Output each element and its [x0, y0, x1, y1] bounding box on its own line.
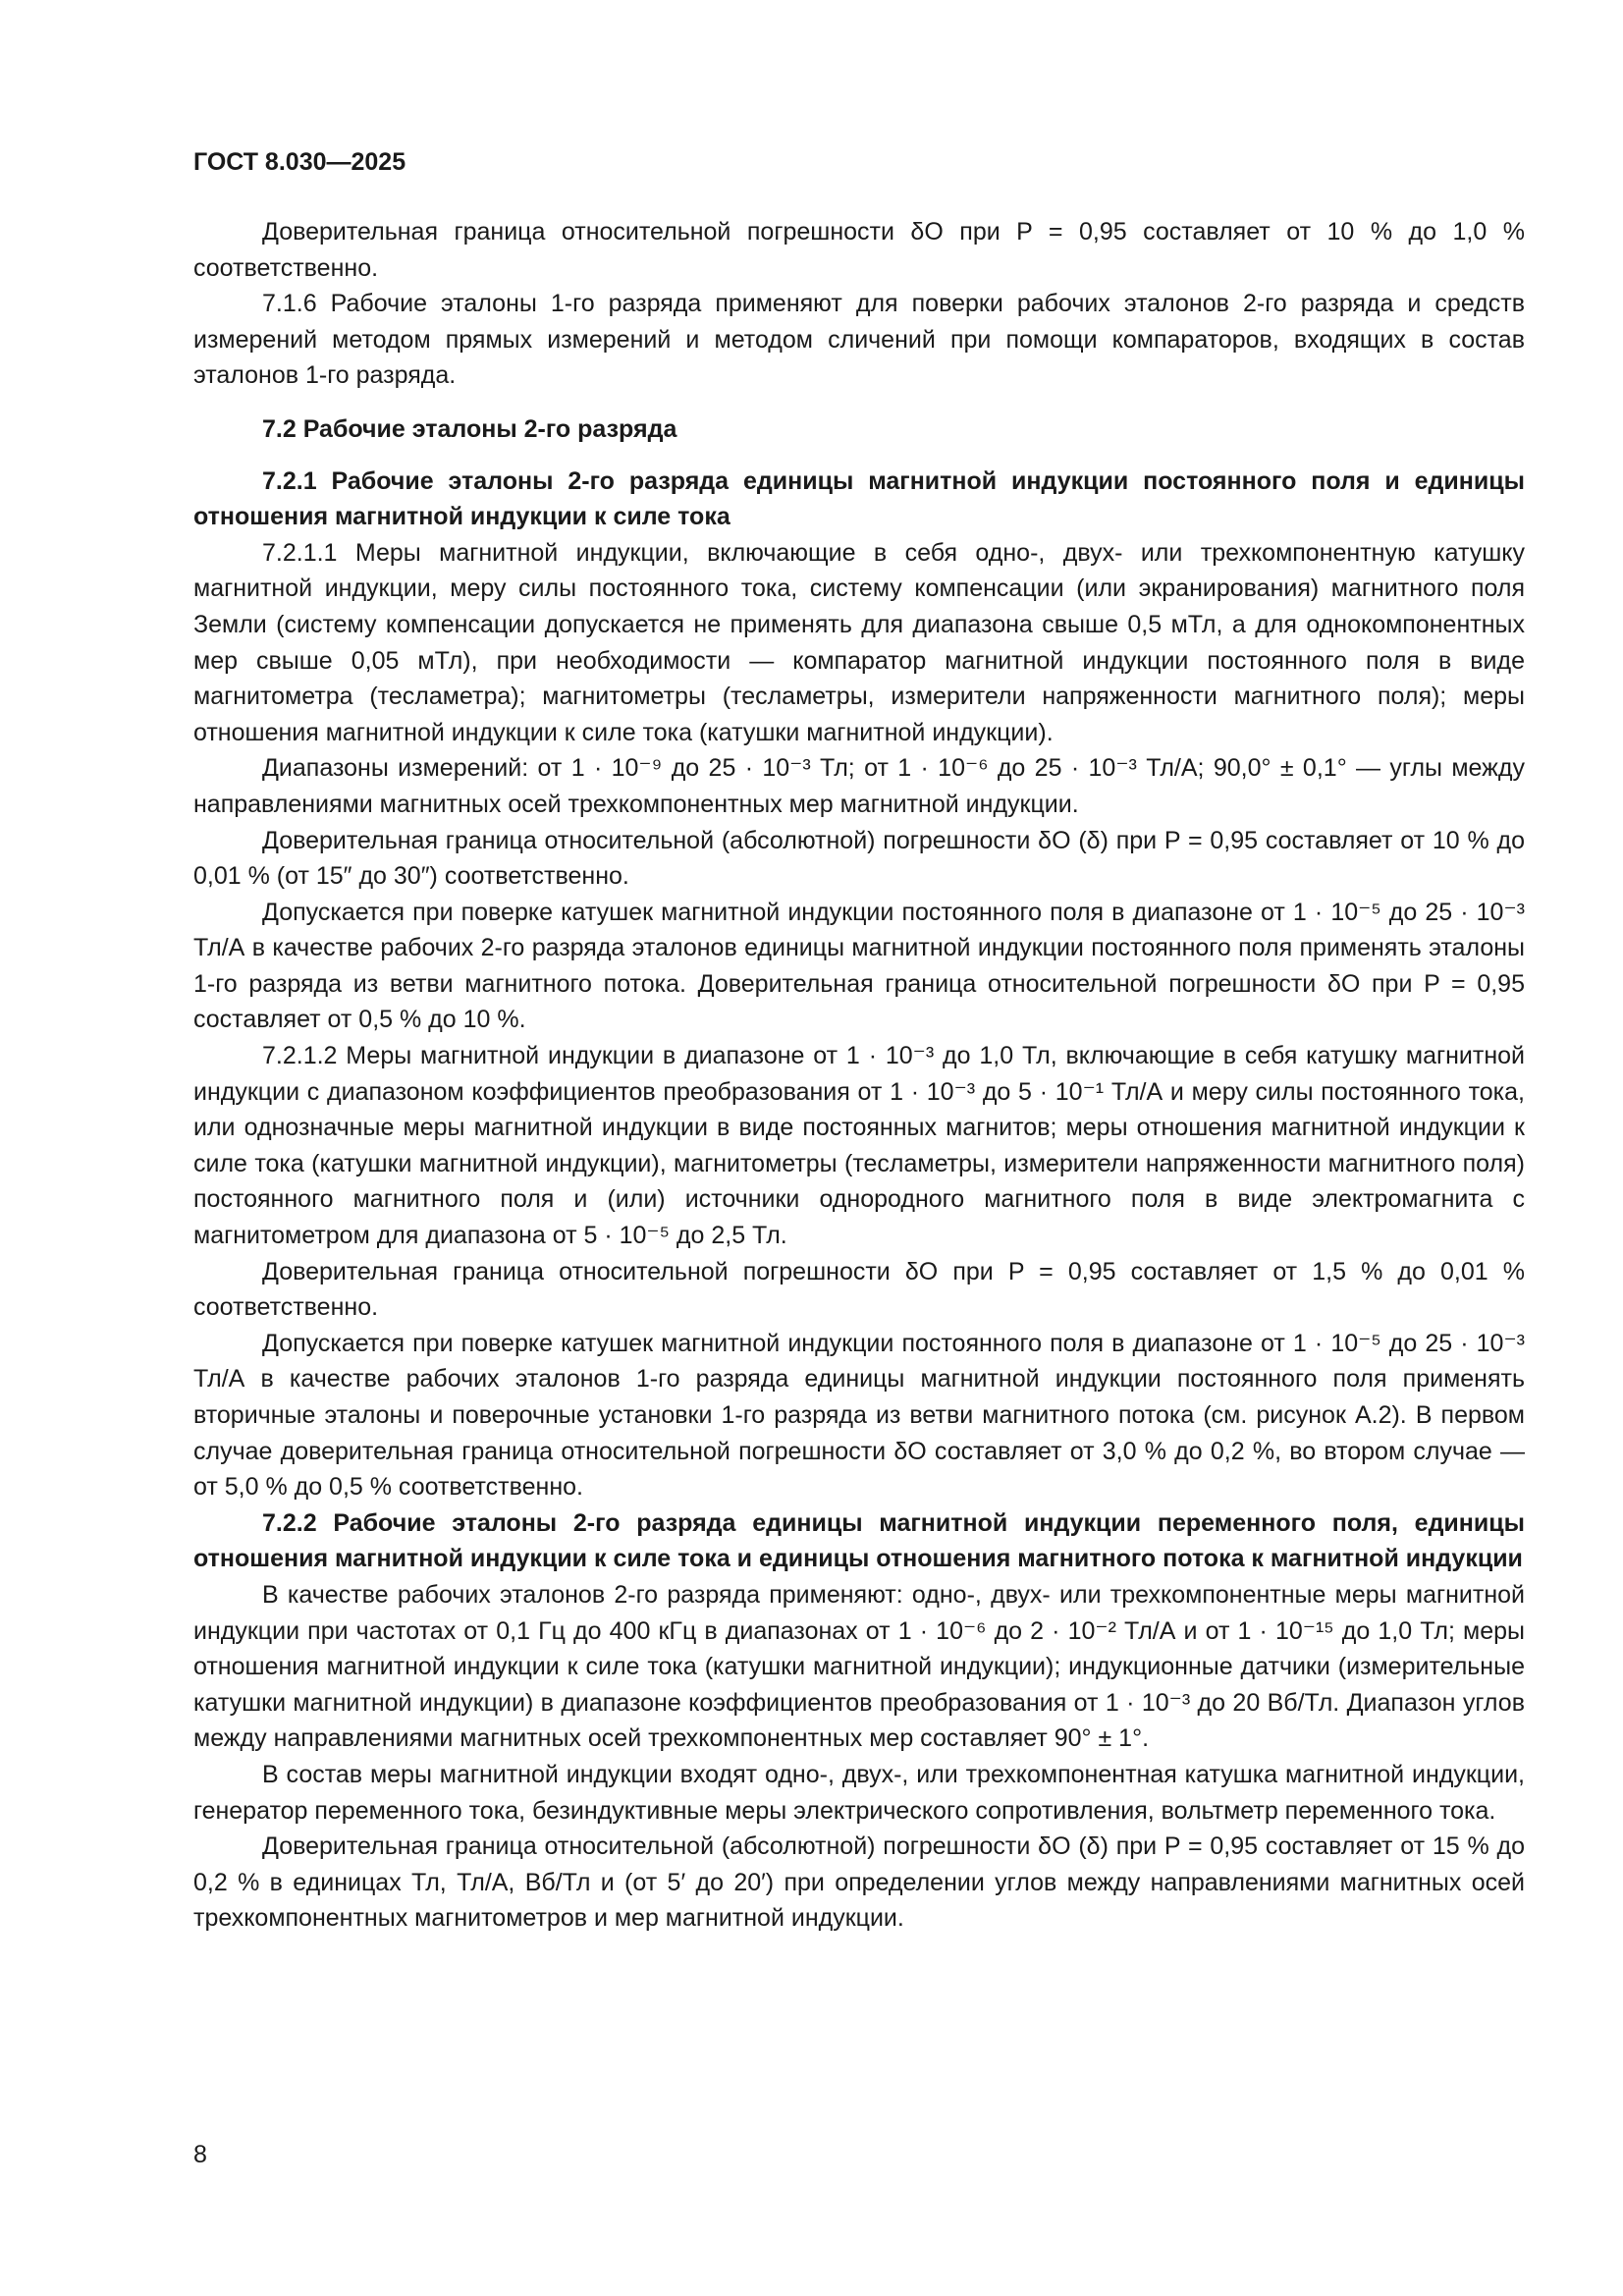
section-heading: 7.2 Рабочие эталоны 2-го разряда	[262, 414, 677, 443]
paragraph: 7.2.1.2 Меры магнитной индукции в диапазоне от 1 · 10⁻³ до 1,0 Тл, включающие в себя катушку магнитной индукции с диапазоном коэффициентов преобразования от 1 · 10⁻³ до 5 · 10⁻¹ Тл/А и меру силы постоянного тока, или однозначные меры магнитной индукции в виде постоянных магнитов; меры отношения магнитной индукции к силе тока (катушки магнитной индукции), магнитометры (тесламетры, измерители напряженности магнитного поля) постоянного магнитного поля и (или) источники однородного магнитного поля в виде электромагнита с магнитометром для диапазона от 5 · 10⁻⁵ до 2,5 Тл.	[193, 1042, 1525, 1250]
paragraph: 7.1.6 Рабочие эталоны 1-го разряда применяют для поверки рабочих эталонов 2-го разряда и средств измерений методом прямых измерений и методом сличений при помощи компараторов, входящих в состав эталонов 1-го разряда.	[193, 290, 1525, 390]
paragraph: Диапазоны измерений: от 1 · 10⁻⁹ до 25 · 10⁻³ Тл; от 1 · 10⁻⁶ до 25 · 10⁻³ Тл/А; 90,0° ± 0,1° — углы между направлениями магнитных осей трехкомпонентных мер магнитной индукции.	[193, 754, 1525, 818]
paragraph: Допускается при поверке катушек магнитной индукции постоянного поля в диапазоне от 1 · 10⁻⁵ до 25 · 10⁻³ Тл/А в качестве рабочих 2-го разряда эталонов единицы магнитной индукции постоянного поля применять эталоны 1-го разряда из ветви магнитного потока. Доверительная граница относительной погрешности δO при P = 0,95 составляет от 0,5 % до 10 %.	[193, 898, 1525, 1034]
paragraph: Допускается при поверке катушек магнитной индукции постоянного поля в диапазоне от 1 · 10⁻⁵ до 25 · 10⁻³ Тл/А в качестве рабочих эталонов 1-го разряда единицы магнитной индукции постоянного поля применять вторичные эталоны и поверочные установки 1-го разряда из ветви магнитного потока (см. рисунок А.2). В первом случае доверительная граница относительной погрешности δO составляет от 3,0 % до 0,2 %, во втором случае — от 5,0 % до 0,5 % соответственно.	[193, 1329, 1525, 1502]
paragraph: В качестве рабочих эталонов 2-го разряда применяют: одно-, двух- или трехкомпонентные меры магнитной индукции при частотах от 0,1 Гц до 400 кГц в диапазонах от 1 · 10⁻⁶ до 2 · 10⁻² Тл/А и от 1 · 10⁻¹⁵ до 1,0 Тл; меры отношения магнитной индукции к силе тока (катушки магнитной индукции); индукционные датчики (измерительные катушки магнитной индукции) в диапазоне коэффициентов преобразования от 1 · 10⁻³ до 20 Вб/Тл. Диапазон углов между направлениями магнитных осей трехкомпонентных мер составляет 90° ± 1°.	[193, 1580, 1525, 1753]
subsection-heading: 7.2.1 Рабочие эталоны 2-го разряда единицы магнитной индукции постоянного поля и единицы отношения магнитной индукции к силе тока	[193, 466, 1525, 531]
paragraph: В состав меры магнитной индукции входят одно-, двух-, или трехкомпонентная катушка магнитной индукции, генератор переменного тока, безиндуктивные меры электрического сопротивления, вольтметр переменного тока.	[193, 1760, 1525, 1825]
paragraph: 7.2.1.1 Меры магнитной индукции, включающие в себя одно-, двух- или трехкомпонентную катушку магнитной индукции, меру силы постоянного тока, систему компенсации (или экранирования) магнитного поля Земли (систему компенсации допускается не применять для диапазона свыше 0,5 мТл, а для однокомпонентных мер свыше 0,05 мТл), при необходимости — компаратор магнитной индукции постоянного поля в виде магнитометра (тесламетра); магнитометры (тесламетры, измерители напряженности магнитного поля); меры отношения магнитной индукции к силе тока (катушки магнитной индукции).	[193, 538, 1525, 746]
paragraph: Доверительная граница относительной погрешности δO при P = 0,95 составляет от 1,5 % до 0,01 % соответственно.	[193, 1257, 1525, 1322]
paragraph: Доверительная граница относительной (абсолютной) погрешности δO (δ) при P = 0,95 составляет от 10 % до 0,01 % (от 15″ до 30″) соответственно.	[193, 826, 1525, 891]
page-number: 8	[193, 2141, 207, 2168]
paragraph: Доверительная граница относительной погрешности δO при P = 0,95 составляет от 10 % до 1,0 % соответственно.	[193, 218, 1525, 282]
subsection-heading: 7.2.2 Рабочие эталоны 2-го разряда единицы магнитной индукции переменного поля, единицы отношения магнитной индукции к силе тока и единицы отношения магнитного потока к магнитной индукции	[193, 1508, 1525, 1573]
paragraph: Доверительная граница относительной (абсолютной) погрешности δO (δ) при P = 0,95 составляет от 15 % до 0,2 % в единицах Тл, Тл/А, Вб/Тл и (от 5′ до 20′) при определении углов между направлениями магнитных осей трехкомпонентных магнитометров и мер магнитной индукции.	[193, 1832, 1525, 1933]
document-page	[193, 147, 1525, 1937]
document-header: ГОСТ 8.030—2025	[193, 148, 406, 176]
